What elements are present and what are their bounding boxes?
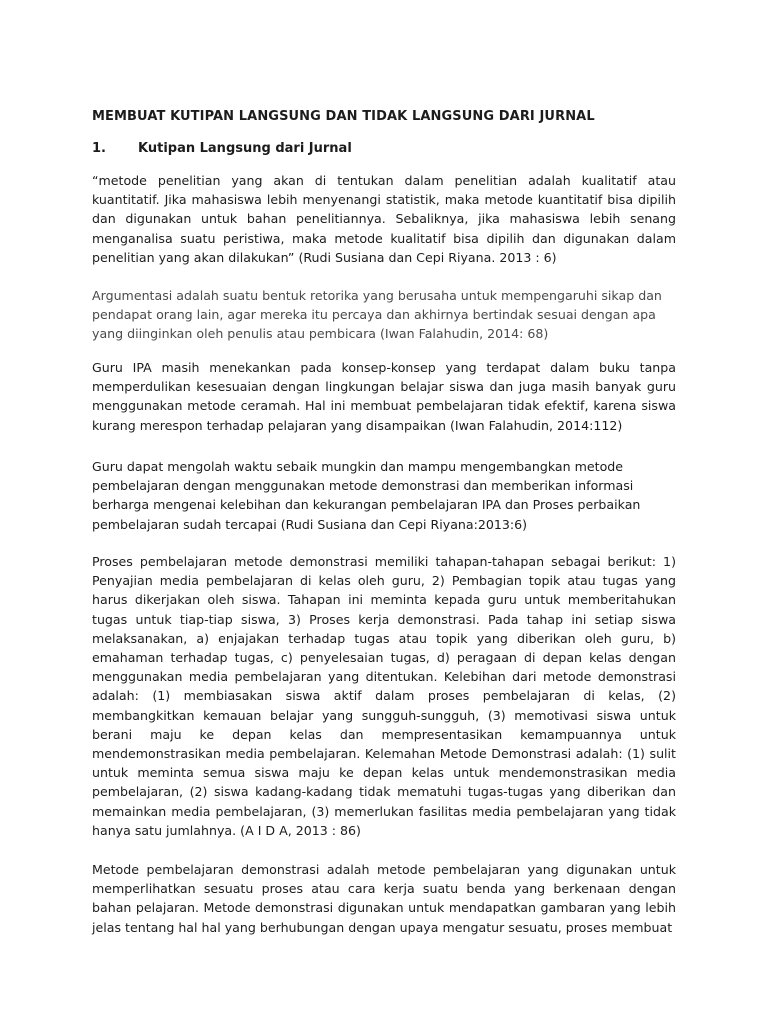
paragraph-guru-ipa: Guru IPA masih menekankan pada konsep-konsep yang terdapat dalam buku tanpa memperdulikan kesesuaian dengan lingkungan belajar siswa dan juga masih banyak guru menggunakan metode ceramah. Hal ini membuat pembelajaran tidak efektif, karena siswa kurang merespon terhadap pelajaran yang disampaikan (Iwan Falahudin, 2014:112): [92, 360, 676, 433]
paragraph-metode-demonstrasi: Metode pembelajaran demonstrasi adalah metode pembelajaran yang digunakan untuk memperlihatkan sesuatu proses atau cara kerja suatu benda yang berkenaan dengan bahan pelajaran. Metode demonstrasi digunakan untuk mendapatkan gambaran yang lebih jelas tentang hal hal yang berhubungan dengan upaya mengatur sesuatu, proses membuat: [92, 862, 676, 935]
document-title: MEMBUAT KUTIPAN LANGSUNG DAN TIDAK LANGSUNG DARI JURNAL: [92, 109, 595, 124]
section-heading: [92, 141, 352, 156]
section-number: 1.: [92, 141, 106, 156]
section-label: Kutipan Langsung dari Jurnal: [138, 141, 352, 156]
paragraph-direct-quote: “metode penelitian yang akan di tentukan dalam penelitian adalah kualitatif atau kuantitatif. Jika mahasiswa lebih menyenangi statistik, maka metode kuantitatif bisa dipilih dan digunakan untuk bahan penelitiannya. Sebaliknya, jika mahasiswa lebih senang menganalisa suatu peristiwa, maka metode kualitatif bisa dipilih dan digunakan dalam penelitian yang akan dilakukan” (Rudi Susiana dan Cepi Riyana. 2013 : 6): [92, 173, 676, 265]
paragraph-mengolah-waktu: Guru dapat mengolah waktu sebaik mungkin dan mampu mengembangkan metode pembelajaran dengan menggunakan metode demonstrasi dan memberikan informasi berharga mengenai kelebihan dan kekurangan pembelajaran IPA dan Proses perbaikan pembelajaran sudah tercapai (Rudi Susiana dan Cepi Riyana:2013:6): [92, 459, 641, 532]
paragraph-proses-pembelajaran: Proses pembelajaran metode demonstrasi memiliki tahapan-tahapan sebagai berikut: 1) Penyajian media pembelajaran di kelas oleh guru, 2) Pembagian topik atau tugas yang harus dikerjakan oleh siswa. Tahapan ini meminta kepada guru untuk memberitahukan tugas untuk tiap-tiap siswa, 3) Proses kerja demonstrasi. Pada tahap ini setiap siswa melaksanakan, a) enjajakan terhadap tugas atau topik yang diberikan oleh guru, b) emahaman terhadap tugas, c) penyelesaian tugas, d) peragaan di depan kelas dengan menggunakan media pembelajaran yang ditentukan. Kelebihan dari metode demonstrasi adalah: (1) membiasakan siswa aktif dalam proses pembelajaran di kelas, (2) membangkitkan kemauan belajar yang sungguh-sungguh, (3) memotivasi siswa untuk berani maju ke depan kelas dan mempresentasikan kemampuannya untuk mendemonstrasikan media pembelajaran. Kelemahan Metode Demonstrasi adalah: (1) sulit untuk meminta semua siswa maju ke depan kelas untuk mendemonstrasikan media pembelajaran, (2) siswa kadang-kadang tidak mematuhi tugas-tugas yang diberikan dan memainkan media pembelajaran, (3) memerlukan fasilitas media pembelajaran yang tidak hanya satu jumlahnya. (A I D A, 2013 : 86): [92, 554, 676, 838]
paragraph-argumentasi: Argumentasi adalah suatu bentuk retorika yang berusaha untuk mempengaruhi sikap dan pendapat orang lain, agar mereka itu percaya dan akhirnya bertindak sesuai dengan apa yang diinginkan oleh penulis atau pembicara (Iwan Falahudin, 2014: 68): [92, 288, 662, 342]
